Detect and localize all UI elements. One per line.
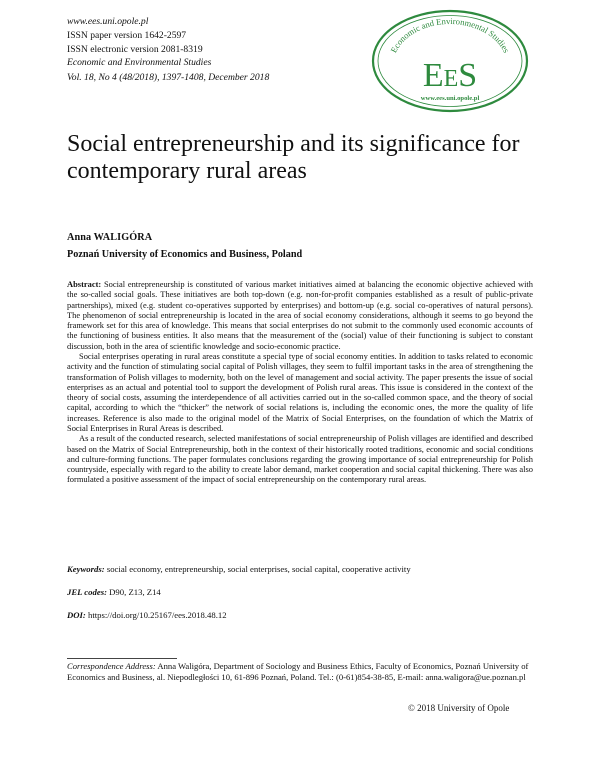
journal-website: www.ees.uni.opole.pl <box>67 16 149 27</box>
correspondence-address <box>67 661 535 682</box>
journal-name: Economic and Environmental Studies <box>67 57 212 69</box>
keywords <box>67 564 537 575</box>
jel-codes <box>67 587 537 598</box>
author-affiliation: Poznań University of Economics and Business, Poland <box>67 249 303 260</box>
keywords-label: Keywords: <box>67 564 105 574</box>
abstract-paragraph-2: Social enterprises operating in rural areas constitute a special type of social economy entities. In addition to tasks related to economic activity and the function of stimulating social capital of Polish villages, they seem to fulfil important tasks in the area of strengthening the transformation of Polish villages to modernity, both on the level of management and social activity. The paper presents the issue of social enterprises as an actual and potential tool to support the development of Polish rural areas. This issue is considered in the context of the theory of social costs, assuming the interdependence of all activities carried out in the so-called common space, and the theory of social capital, according to which the “thicker” the network of social relations is, including the economic ones, the more the quality of life increases. Reference is also made to the original model of the Matrix of Social Enterprises, on the foundation of which the Matrix of Social Enterprises in Rural Areas is described. <box>67 350 533 433</box>
logo-initials: EES <box>422 57 478 94</box>
doi-link[interactable]: https://doi.org/10.25167/ees.2018.48.12 <box>88 610 227 620</box>
author-name: Anna WALIGÓRA <box>67 232 153 243</box>
logo-url: www.ees.uni.opole.pl <box>420 95 480 102</box>
abstract-paragraph-3: As a result of the conducted research, selected manifestations of social entrepreneurship of Polish villages are identified and described based on the Matrix of Social Entrepreneurship, both in the context of their historically rooted traditions, economic and social conditions and culture-forming functions. The paper formulates conclusions regarding the growing importance of social entrepreneurship for Polish countryside, especially with regard to the ability to create labor demand, market cooperation and social capital thickening. There was also formulated a positive assessment of the impact of social entrepreneurship on the contemporary rural areas. <box>67 433 533 485</box>
doi-label: DOI: <box>67 610 86 620</box>
journal-header <box>67 15 269 85</box>
jel-label: JEL codes: <box>67 587 107 597</box>
issn-electronic: ISSN electronic version 2081-8319 <box>67 43 203 55</box>
abstract-paragraph-1: Social entrepreneurship is constituted of various market initiatives aimed at balancing the economic objective achieved with the so-called social goals. These initiatives are both top-down (e.g. non-for-profit companies established as a result of public-private partnerships), mixed (e.g. student co-operatives supported by enterprises) and bottom-up (e.g. social co-operatives of natural persons). The phenomenon of social entrepreneurship is located in the area of social economy considerations, although it seems to go beyond the framework set for this area of knowledge. This means that social enterprises do not submit to the commonly used economic accounts of the functioning of business entities. It also means that the measurement of the (social) value of their functioning is subject to constant discussion, both in the area of scientific knowledge and socio-economic practice. <box>67 279 533 351</box>
journal-logo <box>371 8 529 114</box>
footnote-divider <box>67 658 177 659</box>
abstract-label: Abstract: <box>67 279 102 289</box>
correspondence-value: Anna Waligóra, Department of Sociology and Business Ethics, Faculty of Economics, Poznań University of Economics and Business, al. Niepodległości 10, 61-896 Poznań, Poland. Tel.: (0-61)854-38-85, E-mail: anna.waligora@ue.poznan.pl <box>67 661 529 682</box>
copyright: © 2018 University of Opole <box>408 703 510 713</box>
paper-title: Social entrepreneurship and its significance for contemporary rural areas <box>67 131 520 184</box>
logo-arc-text: Economic and Environmental Studies <box>388 15 512 55</box>
jel-value: D90, Z13, Z14 <box>109 587 161 597</box>
correspondence-label: Correspondence Address: <box>67 661 156 671</box>
doi <box>67 610 537 621</box>
abstract <box>67 279 533 485</box>
issn-paper: ISSN paper version 1642-2597 <box>67 29 187 41</box>
keywords-value: social economy, entrepreneurship, social enterprises, social capital, cooperative activity <box>106 564 411 574</box>
volume-info: Vol. 18, No 4 (48/2018), 1397-1408, December 2018 <box>67 72 270 84</box>
